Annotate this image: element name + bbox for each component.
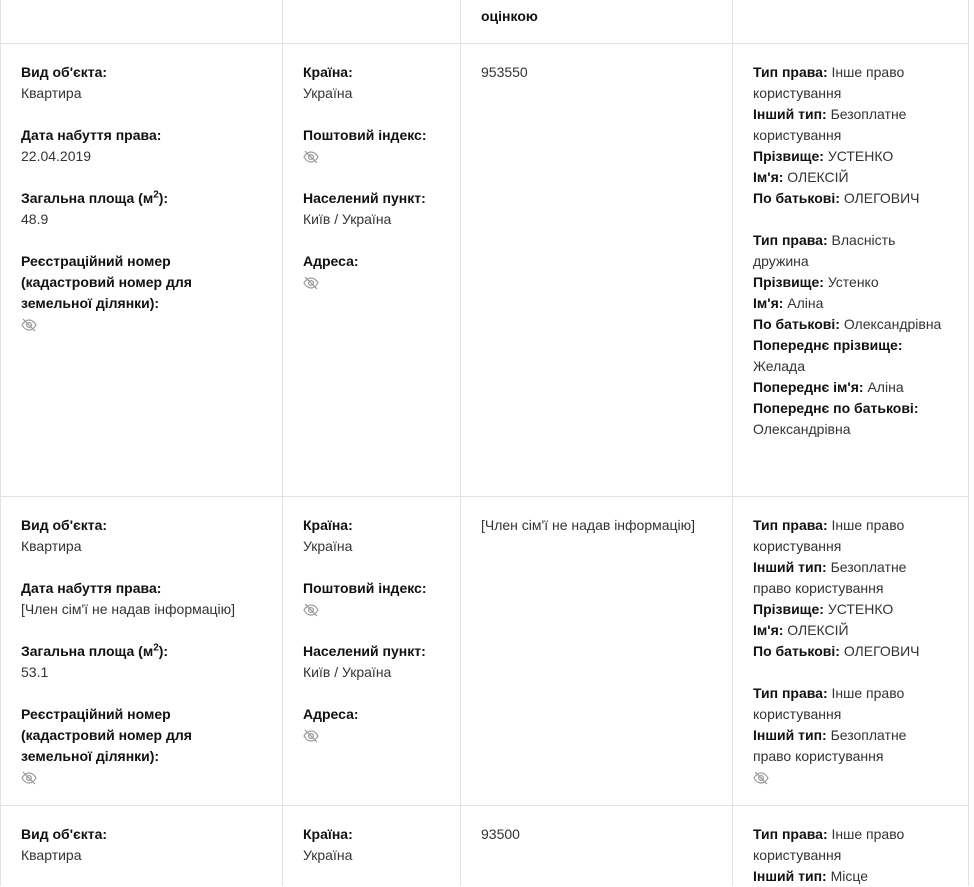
value-cell	[461, 806, 733, 886]
location-cell: Країна: Україна	[283, 806, 461, 886]
column-header-value: оцінкою	[481, 8, 538, 24]
object-value: 93500	[481, 826, 520, 842]
area: 53.1	[21, 664, 49, 680]
table-row	[1, 44, 968, 497]
object-type: Квартира	[21, 538, 82, 554]
table-header-row	[1, 0, 968, 44]
object-value: [Член сім'ї не надав інформацію]	[481, 517, 696, 533]
eye-off-icon	[21, 318, 37, 332]
eye-off-icon	[753, 771, 769, 785]
acquire-date: 22.04.2019	[21, 148, 92, 164]
location-cell: Країна: Україна Поштовий індекс: Населений пункт: Київ / Україна Адреса:	[283, 497, 461, 805]
table-row	[1, 806, 968, 886]
eye-off-icon	[303, 729, 319, 743]
location-cell: Країна: Україна Поштовий індекс: Населений пункт: Київ / Україна Адреса:	[283, 44, 461, 496]
object-cell: Вид об'єкта: Квартира Дата набуття права: 22.04.2019 Загальна площа $(м^2)$: 48.9 Реєстраційний номер (кадастровий номер для земельної ділянки):	[1, 44, 283, 496]
eye-off-icon	[303, 276, 319, 290]
object-value: 953550	[481, 64, 528, 80]
acquire-date: [Член сім'ї не надав інформацію]	[21, 601, 236, 617]
eye-off-icon	[303, 603, 319, 617]
right-entry: Тип права: Власність дружина Прізвище: Устенко Ім'я: Аліна По батькові: Олександрівна Попереднє прізвище: Желада Попереднє ім'я: Аліна Попереднє по батькові: Олександрівна	[753, 232, 942, 437]
eye-off-icon	[303, 150, 319, 164]
country: Україна	[303, 538, 353, 554]
right-entry: Тип права: Інше право користування Інший тип: Місце	[753, 826, 905, 884]
object-cell: Вид об'єкта: Квартира	[1, 806, 283, 886]
rights-cell	[733, 44, 968, 496]
city: Київ / Україна	[303, 664, 392, 680]
object-cell: Вид об'єкта: Квартира Дата набуття права: [Член сім'ї не надав інформацію] Загальна площа $(м^2)$: 53.1 Реєстраційний номер (кадастровий номер для земельної ділянки):	[1, 497, 283, 805]
country: Україна	[303, 85, 353, 101]
area: 48.9	[21, 211, 49, 227]
rights-cell	[733, 806, 968, 886]
country: Україна	[303, 847, 353, 863]
eye-off-icon	[21, 771, 37, 785]
object-type: Квартира	[21, 847, 82, 863]
value-cell	[461, 44, 733, 496]
city: Київ / Україна	[303, 211, 392, 227]
table-row	[1, 497, 968, 806]
value-cell	[461, 497, 733, 805]
right-entry: Тип права: Інше право користування Інший тип: Безоплатне право користування	[753, 683, 948, 788]
object-type: Квартира	[21, 85, 82, 101]
right-entry: Тип права: Інше право користування Інший тип: Безоплатне користування Прізвище: УСТЕНКО Ім'я: ОЛЕКСІЙ По батькові: ОЛЕГОВИЧ	[753, 64, 920, 206]
rights-cell	[733, 497, 968, 805]
right-entry: Тип права: Інше право користування Інший тип: Безоплатне право користування Прізвище: УСТЕНКО Ім'я: ОЛЕКСІЙ По батькові: ОЛЕГОВИЧ	[753, 517, 920, 659]
